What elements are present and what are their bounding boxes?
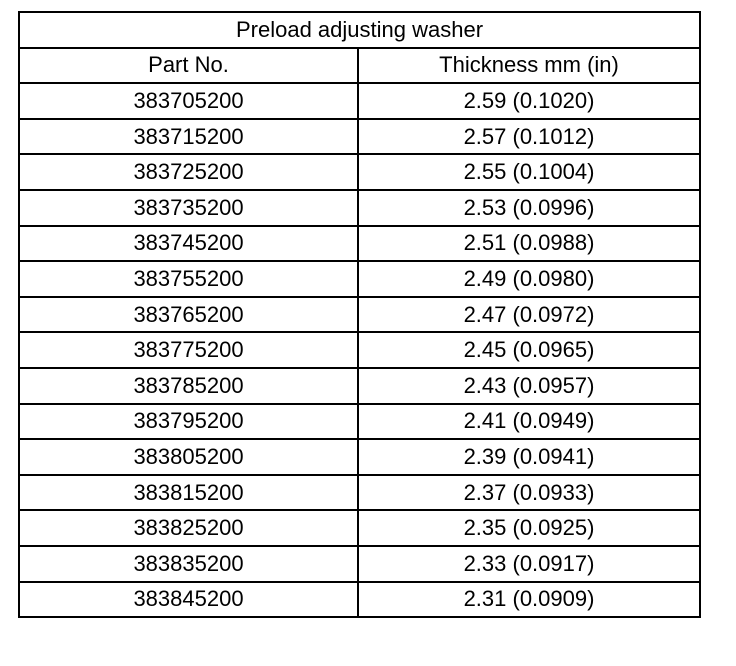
thickness-cell: 2.47 (0.0972) bbox=[358, 297, 700, 333]
part-no-cell: 383845200 bbox=[19, 582, 358, 618]
part-no-cell: 383765200 bbox=[19, 297, 358, 333]
thickness-cell: 2.35 (0.0925) bbox=[358, 510, 700, 546]
part-no-cell: 383795200 bbox=[19, 404, 358, 440]
part-no-cell: 383805200 bbox=[19, 439, 358, 475]
table-row bbox=[19, 190, 700, 226]
thickness-cell: 2.41 (0.0949) bbox=[358, 404, 700, 440]
thickness-cell: 2.37 (0.0933) bbox=[358, 475, 700, 511]
thickness-cell: 2.57 (0.1012) bbox=[358, 119, 700, 155]
table-body bbox=[19, 83, 700, 617]
part-no-cell: 383735200 bbox=[19, 190, 358, 226]
table-row bbox=[19, 119, 700, 155]
table-row bbox=[19, 439, 700, 475]
part-no-cell: 383745200 bbox=[19, 226, 358, 262]
thickness-cell: 2.45 (0.0965) bbox=[358, 332, 700, 368]
table-row bbox=[19, 332, 700, 368]
table-row bbox=[19, 368, 700, 404]
thickness-cell: 2.43 (0.0957) bbox=[358, 368, 700, 404]
thickness-cell: 2.55 (0.1004) bbox=[358, 154, 700, 190]
table-title-row bbox=[19, 12, 700, 48]
table-row bbox=[19, 154, 700, 190]
table-row bbox=[19, 475, 700, 511]
table-row bbox=[19, 297, 700, 333]
part-no-cell: 383785200 bbox=[19, 368, 358, 404]
table-row bbox=[19, 404, 700, 440]
part-no-cell: 383725200 bbox=[19, 154, 358, 190]
part-no-cell: 383755200 bbox=[19, 261, 358, 297]
thickness-cell: 2.59 (0.1020) bbox=[358, 83, 700, 119]
thickness-header: Thickness mm (in) bbox=[358, 48, 700, 84]
part-no-cell: 383815200 bbox=[19, 475, 358, 511]
table-row bbox=[19, 546, 700, 582]
thickness-cell: 2.53 (0.0996) bbox=[358, 190, 700, 226]
thickness-cell: 2.31 (0.0909) bbox=[358, 582, 700, 618]
part-no-header: Part No. bbox=[19, 48, 358, 84]
table-row bbox=[19, 261, 700, 297]
part-no-cell: 383835200 bbox=[19, 546, 358, 582]
thickness-cell: 2.39 (0.0941) bbox=[358, 439, 700, 475]
table-row bbox=[19, 226, 700, 262]
table-row bbox=[19, 582, 700, 618]
table-row bbox=[19, 83, 700, 119]
thickness-cell: 2.49 (0.0980) bbox=[358, 261, 700, 297]
table-title: Preload adjusting washer bbox=[19, 12, 700, 48]
table-header-row bbox=[19, 48, 700, 84]
thickness-cell: 2.33 (0.0917) bbox=[358, 546, 700, 582]
part-no-cell: 383775200 bbox=[19, 332, 358, 368]
part-no-cell: 383705200 bbox=[19, 83, 358, 119]
part-no-cell: 383825200 bbox=[19, 510, 358, 546]
part-no-cell: 383715200 bbox=[19, 119, 358, 155]
preload-washer-table bbox=[18, 11, 701, 618]
table-row bbox=[19, 510, 700, 546]
thickness-cell: 2.51 (0.0988) bbox=[358, 226, 700, 262]
